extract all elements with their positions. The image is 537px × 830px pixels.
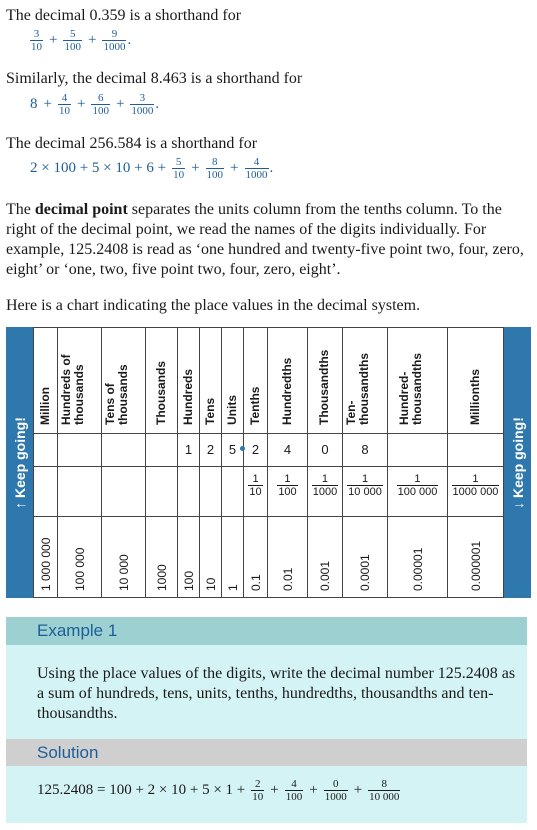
keep-going-right-band [504, 327, 531, 598]
operator: + [309, 782, 318, 798]
operator: + [191, 160, 200, 176]
column-fraction [388, 473, 447, 498]
column-header-wrap [244, 331, 267, 431]
column-value: 1 000 000 [38, 537, 53, 591]
fraction: $\frac{5}{10}$ [173, 156, 185, 181]
column-value: 0.01 [280, 567, 295, 591]
place-column [221, 327, 243, 598]
column-value: 0.000001 [468, 540, 483, 591]
term: 8 [30, 96, 38, 112]
fraction-denominator: 100 [278, 486, 297, 498]
column-header: Millionths [467, 369, 482, 425]
column-header-wrap [34, 331, 57, 431]
column-header: Tens of thousands [102, 364, 130, 425]
column-digit: 0 [321, 442, 329, 457]
column-value: 100 000 [72, 547, 87, 591]
text: The [6, 201, 35, 218]
fraction: $\frac{0}{1000}$ [324, 778, 347, 803]
column-header-wrap [343, 331, 387, 431]
column-header-wrap [222, 331, 243, 431]
column-header-wrap [146, 331, 177, 431]
fraction-numerator: 1 [414, 473, 421, 485]
operator: + [353, 782, 363, 798]
column-digit: 4 [283, 442, 292, 457]
column-digit: 1 [184, 442, 193, 457]
place-column [267, 327, 307, 598]
fraction [312, 473, 338, 498]
intro-expression-1 [30, 28, 131, 53]
example-title: Example 1 [6, 617, 527, 645]
period: . [127, 32, 132, 48]
fraction-denominator: 10 [249, 486, 262, 498]
column-digit: 5 [228, 442, 237, 457]
column-value: 10 [203, 577, 218, 591]
fraction-numerator: 1 [472, 473, 479, 485]
fraction-denominator: 10 000 [348, 486, 382, 498]
column-fraction [268, 473, 307, 498]
column-header: Million [37, 387, 52, 425]
row-divider [33, 516, 504, 517]
fraction: $\frac{4}{10}$ [58, 92, 70, 117]
column-header: Tens [202, 397, 217, 425]
column-value: 100 [181, 570, 196, 591]
column-header: Thousands [153, 360, 168, 425]
fraction: $\frac{8}{10 000}$ [369, 778, 400, 803]
column-value: 1 [225, 584, 240, 591]
column-value: 10 000 [116, 554, 131, 591]
fraction: $\frac{2}{10}$ [252, 778, 264, 803]
operator: + [49, 32, 58, 48]
decimal-point-paragraph [6, 200, 531, 280]
column-digit: 8 [361, 442, 369, 457]
term: 125.2408 = 100 + 2 × 10 + 5 × 1 + [37, 782, 246, 798]
fraction [452, 473, 500, 498]
place-value-chart [6, 327, 531, 598]
fraction: $\frac{6}{100}$ [92, 92, 109, 117]
intro-expression-2 [30, 92, 159, 117]
place-column [199, 327, 221, 598]
column-header: Hundreds of thousands [58, 354, 86, 425]
solution-expression [37, 778, 400, 803]
place-column [145, 327, 177, 598]
fraction: $\frac{8}{100}$ [206, 156, 224, 181]
fraction: $\frac{3}{10}$ [31, 28, 42, 53]
operator: + [270, 782, 279, 798]
column-header: Hundred- thousandths [396, 353, 424, 425]
fraction-numerator: 1 [252, 473, 259, 485]
place-column [387, 327, 447, 598]
fraction [347, 473, 383, 498]
place-column [307, 327, 342, 598]
fraction [277, 473, 297, 498]
operator: + [115, 96, 125, 112]
row-divider [33, 597, 504, 598]
place-column [243, 327, 267, 598]
column-header-wrap [308, 331, 342, 431]
fraction-denominator: 1000 [312, 486, 338, 498]
column-value: 0.001 [318, 560, 332, 591]
place-column [342, 327, 387, 598]
row-divider [33, 327, 504, 328]
fraction [397, 473, 439, 498]
place-value-grid [33, 327, 504, 598]
place-column [101, 327, 145, 598]
fraction-denominator: 1000 000 [452, 486, 499, 498]
column-value: 0.0001 [358, 554, 372, 591]
column-value: 1000 [154, 564, 169, 591]
column-fraction [308, 473, 342, 498]
fraction: $\frac{9}{1000}$ [103, 28, 126, 53]
place-column [33, 327, 57, 598]
solution-title: Solution [6, 739, 527, 766]
column-fraction [343, 473, 387, 498]
place-column [57, 327, 101, 598]
column-fraction [448, 473, 503, 498]
column-header-wrap [58, 331, 101, 431]
column-digit: 2 [251, 442, 260, 457]
fraction: $\frac{5}{100}$ [64, 28, 81, 53]
keep-going-left-band [6, 327, 33, 598]
column-header-wrap [102, 331, 145, 431]
column-header: Hundreds [180, 368, 195, 425]
column-header-wrap [200, 331, 221, 431]
intro-line-2: Similarly, the decimal 8.463 is a shorthand for [6, 70, 303, 87]
fraction-numerator: 1 [321, 473, 329, 485]
fraction-denominator: 100 000 [397, 486, 438, 498]
column-digit: 2 [206, 442, 215, 457]
column-header-wrap [388, 331, 447, 431]
column-header-wrap [178, 331, 199, 431]
column-header: Tenths [247, 386, 262, 425]
keep-going-right-label: ↓ Keep going! [509, 416, 526, 509]
operator: + [76, 96, 86, 112]
column-fraction [244, 473, 267, 498]
operator: + [230, 160, 239, 176]
column-header: Hundredths [279, 357, 294, 425]
operator: + [87, 32, 97, 48]
chart-intro-paragraph: Here is a chart indicating the place values in the decimal system. [6, 297, 421, 314]
keep-going-left-label: ↑ Keep going! [11, 416, 28, 509]
column-header-wrap [268, 331, 307, 431]
intro-line-3: The decimal 256.584 is a shorthand for [6, 135, 258, 152]
column-header: Units [224, 395, 239, 425]
fraction: $\frac{3}{1000}$ [131, 92, 154, 117]
fraction-numerator: 1 [284, 473, 291, 485]
column-header-wrap [448, 331, 503, 431]
period: . [269, 160, 274, 176]
fraction [248, 473, 262, 498]
column-header: Ten- thousandths [344, 353, 371, 425]
column-value: 0.1 [248, 574, 263, 591]
decimal-point-marker [240, 446, 245, 451]
text: separates the units column from the tenths column. To the right of the decimal point, we read the names of the digits individually. For example, 125.2408 is read as ‘one hundred and twenty-five point two, four, zero, eight’ or ‘one, two, five point two, four, zero, eight’. [6, 201, 524, 278]
place-column [447, 327, 504, 598]
column-header: Thousandths [317, 349, 331, 425]
example-body: Using the place values of the digits, write the decimal number 125.2408 as a sum of hundreds, tens, units, tenths, hundredths, thousandths and ten-thousandths. [6, 645, 527, 739]
fraction-numerator: 1 [361, 473, 369, 485]
column-value: 0.00001 [410, 547, 425, 591]
operator: + [43, 96, 52, 112]
intro-expression-3 [30, 156, 273, 181]
intro-line-1: The decimal 0.359 is a shorthand for [6, 7, 242, 24]
row-divider [33, 433, 504, 434]
term: 2 × 100 + 5 × 10 + 6 + [30, 160, 167, 176]
place-column [177, 327, 199, 598]
fraction: $\frac{4}{100}$ [285, 778, 303, 803]
solution-body [6, 766, 527, 823]
fraction: $\frac{4}{1000}$ [245, 156, 268, 181]
bold-term: decimal point [34, 201, 128, 218]
row-divider [33, 466, 504, 467]
period: . [155, 96, 160, 112]
